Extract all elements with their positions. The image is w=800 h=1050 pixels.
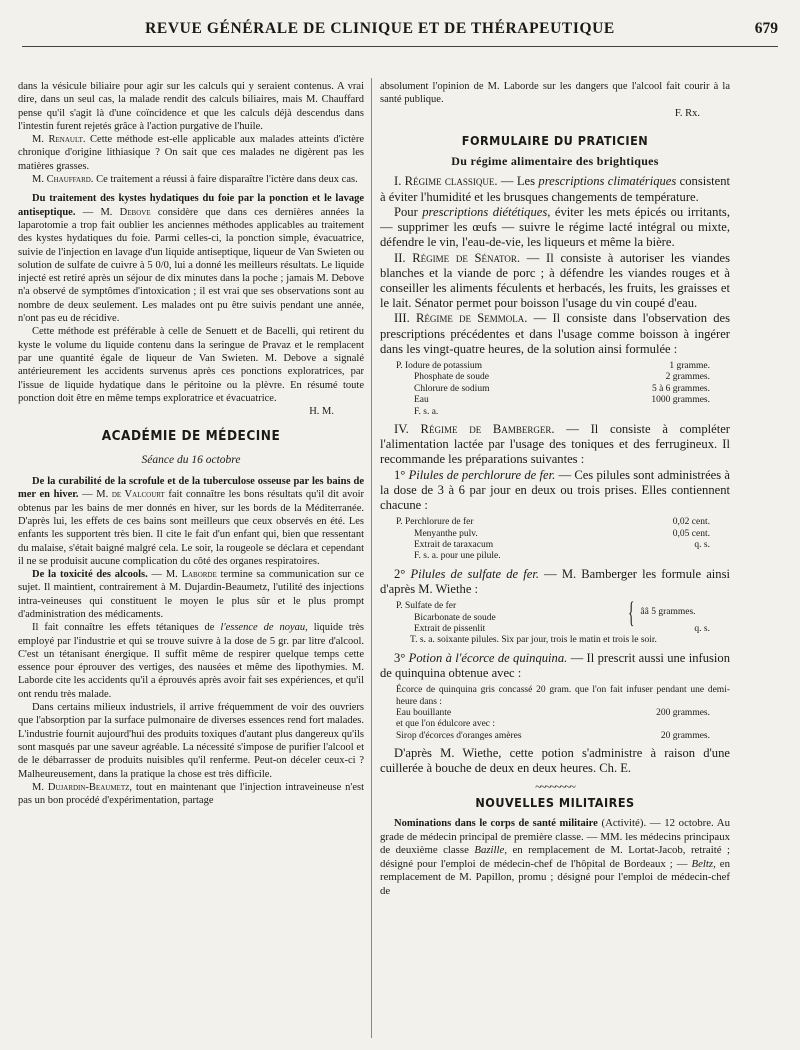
italic-term: prescriptions climatériques (538, 174, 677, 189)
paragraph-text: — Il consiste à compléter l'alimentation lactée par l'usage des toniques et des ferrugineux. Il recommande les préparations suivantes : (380, 421, 730, 467)
formulaire-body (380, 567, 730, 597)
prescription-line (396, 372, 730, 383)
dose: 0,02 cent. (672, 517, 710, 528)
page-header (22, 20, 778, 47)
dose: 0,05 cent. (672, 528, 710, 539)
article-title: Nominations dans le corps de santé militaire (394, 818, 598, 830)
prescription-note: Écorce de quinquina gris concassé 20 gram. que l'on fait infuser pendant une demi-heure dans : (396, 685, 730, 707)
prescription-line (396, 708, 730, 719)
prescription-note: F. s. a. (414, 406, 439, 417)
paragraph (18, 568, 364, 621)
italic-term: prescriptions diététiques, (422, 204, 551, 219)
prescription-note: et que l'on édulcore avec : (396, 719, 496, 730)
paragraph (18, 133, 364, 173)
paragraph-text: fait connaître les bons résultats qu'il dit avoir obtenus par les bains de mer donnés en hiver, sur les bords de la Méditerranée. D'après lui, les effets de ces bains sont meilleurs que ceux observés en été. Les enfants les supportent très bien. Il cite le fait d'un enfant qui, bien que ressentant du malaise, s'était baigné malgré cela. Le soir, la rougeole se déclara et cependant il ne se produisit aucune complication du côté des organes respiratoires. (18, 489, 364, 567)
dose: 20 grammes. (660, 730, 710, 741)
paragraph-text: , liquide très employé par l'industrie et qui se trouve suivre à la dose de 5 gr. par litre d'alcool. C'est un tétanisant énergique. Il suffit même de respirer quelque temps cette essence pour éprouver des vertiges, des nausées et même des lipothymies. M. Laborde cite les accidents qu'il a éprouvés après avoir fait ses expériences, et qu'il ont rendu très malade. (18, 622, 364, 700)
paragraph-text: Ce traitement a réussi à faire disparaître l'ictère dans deux cas. (93, 174, 358, 186)
paragraph (18, 475, 364, 568)
paragraph-text: Pour (394, 204, 423, 219)
dose: 200 grammes. (656, 708, 710, 719)
left-column (18, 80, 364, 807)
prescription-perchlorure (396, 517, 730, 563)
item-number: 3° (394, 650, 406, 665)
italic-term: l'essence de noyau (220, 622, 306, 634)
paragraph (18, 781, 364, 808)
paragraph (18, 192, 364, 325)
paragraph-text: Il fait connaître les effets tétaniques de (32, 622, 221, 634)
signature: Ch. E. (599, 761, 632, 776)
paragraph (380, 205, 730, 251)
dose: ââ 5 grammes. (640, 606, 696, 617)
dose: q. s. (694, 539, 710, 550)
section-title-militaires: NOUVELLES MILITAIRES (475, 794, 635, 810)
formulaire-body (380, 746, 730, 776)
paragraph-text: tout en maintenant que l'injection intraveineuse n'est pas un bon procédé d'expérimentation, partage (18, 781, 364, 807)
prescription-sulfate (396, 595, 730, 647)
prescription-line (396, 529, 730, 540)
paragraph-text: (Activité). — 12 octobre. Au grade de médecin principal de première classe. — MM. les médecins principaux de deuxième classe (380, 817, 730, 857)
italic-term: Pilules de perchlorure de fer. (405, 467, 556, 482)
item-number: 2° (394, 566, 406, 581)
formulaire-body (380, 651, 730, 681)
italic-term: Potion à l'écorce de quinquina. (405, 650, 568, 665)
paragraph-text: — Les (497, 174, 539, 189)
paragraph-text: éviter les mets épicés ou irritants, — supprimer les œufs — suivre le régime lacté intégral ou mixte, défendre le vin, l'eau-de-vie, les liqueurs et même la bière. (380, 204, 730, 250)
section-title-academie: ACADÉMIE DE MÉDECINE (101, 428, 281, 445)
regime-label: II. Régime de Sénator. (394, 250, 521, 265)
speaker-name: — M. Laborde (147, 569, 217, 581)
ingredient: Menyanthe pulv. (414, 528, 478, 539)
dose: 1 gramme. (669, 360, 710, 371)
paragraph: absolument l'opinion de M. Laborde sur les dangers que l'alcool fait courir à la santé publique. (380, 81, 730, 106)
paragraph (380, 174, 730, 204)
speaker-name: — M. Debove (75, 206, 151, 218)
article-title: De la curabilité de la scrofule et de la tuberculose osseuse par les bains de mer en hiver. (18, 476, 364, 501)
paragraph (380, 651, 730, 681)
ingredient: Sirop d'écorces d'oranges amères (396, 730, 522, 741)
section-title-formulaire: FORMULAIRE DU PRATICIEN (461, 132, 649, 148)
paragraph-text: termine sa communication sur ce sujet. Il maintient, contrairement à M. Dujardin-Beaumetz, l'utilité des injections intra-veineuses qui constituent le moyen le plus sûr et le plus prompt d'administration des médicaments. (18, 569, 364, 620)
dose: 2 grammes. (665, 372, 710, 383)
ingredient: Bicarbonate de soude (414, 612, 496, 623)
paragraph-text: — Il prescrit aussi une infusion de quinquina obtenue avec : (380, 650, 731, 681)
formulaire-body (380, 422, 730, 513)
ingredient: Eau bouillante (396, 708, 452, 719)
paragraph (18, 173, 364, 186)
brace-group (396, 595, 730, 629)
ingredient: Eau (414, 395, 429, 406)
paragraph (18, 621, 364, 701)
italic-term: Pilules de sulfate de fer. (405, 566, 539, 581)
dose: 1000 grammes. (651, 395, 710, 406)
paragraph (380, 567, 730, 597)
regime-label: III. Régime de Semmola. (394, 311, 528, 326)
speaker-name: M. Chauffard. (32, 174, 94, 186)
item-number: 1° (394, 467, 406, 482)
paragraph (380, 251, 730, 312)
ingredient: Extrait de pissenlit (414, 624, 486, 635)
italic-term: Bazille, (474, 844, 508, 857)
ingredient: P. Iodure de potassium (396, 360, 483, 371)
article-title: Du traitement des kystes hydatiques du foie par la ponction et le lavage antiseptique. (18, 193, 364, 218)
regime-label: IV. Régime de Bamberger. (394, 421, 555, 436)
paragraph (380, 468, 730, 514)
article-title: De la toxicité des alcools. (32, 569, 148, 581)
prescription-line (396, 395, 730, 406)
prescription-line (396, 517, 730, 528)
right-column (380, 80, 730, 898)
speaker-name: — M. de Valcourt (78, 489, 165, 501)
paragraph-text: Cette méthode est-elle applicable aux malades atteints d'ictère chronique d'origine lithiasique ? On sait que ces malades ne digèrent pas les matières grasses. (18, 134, 364, 172)
page-number: 679 (754, 20, 778, 37)
prescription-line (396, 624, 730, 635)
signature: H. M. (309, 406, 334, 418)
paragraph-text: en remplacement de M. Papillon, promu ; désigné pour l'emploi de médecin-chef de (380, 857, 731, 897)
paragraph-text: — M. Bamberger les formule ainsi d'après M. Wiethe : (380, 566, 730, 596)
speaker-name: M. Renault. (32, 134, 86, 146)
paragraph: dans la vésicule biliaire pour agir sur les calculs qui y seraient contenus. A vrai dire, dans un seul cas, la malade rendit des calculs biliaires, mais M. Chauffard pense qu'il s'agit là d'une coïncidence et que les calculs déjà descendus dans l'intestin furent rejetés grâce à l'action purgative de l'huile. (18, 81, 364, 132)
speaker-name: M. Dujardin-Beaumetz, (32, 781, 132, 793)
paragraph (380, 422, 730, 468)
prescription-line (396, 361, 730, 372)
prescription-note: T. s. a. soixante pilules. Six par jour, trois le matin et trois le soir. (410, 635, 657, 646)
paragraph-text: consistent à éviter l'humidité et les brusques changements de température. (380, 174, 731, 204)
ingredient: P. Sulfate de fer (396, 601, 457, 612)
dose: 5 à 6 grammes. (651, 383, 710, 394)
formulaire-body (380, 174, 730, 356)
session-date: Séance du 16 octobre (141, 453, 241, 466)
paragraph-text: considère que dans ces dernières années la laparotomie a trop fait oublier les anciennes méthodes applicables au traitement des kystes hydatiques du foie. Parmi celles-ci, la ponction simple, évacuatrice, suivie de l'injection en lavage d'un liquide antiseptique, liqueur de Van Swieten ou solution de sulfate de cuivre à 5 0/0, lui a donné les meilleurs résultats. Le liquide injecté est retiré après un séjour de dix minutes dans la poche ; jamais M. Debove n'a observé de symptômes d'intoxication ; il est vrai que ses observations sont au nombre de deux seulement. Les malades ont pu être suivis pendant une année, n'ont pas eu de récidive. (18, 206, 365, 325)
ornament-divider: ~~~~~~~~ (535, 780, 575, 793)
prescription-line (396, 384, 730, 395)
dose: q. s. (694, 624, 710, 635)
ingredient: P. Perchlorure de fer (396, 517, 474, 528)
paragraph-text: D'après M. Wiethe, cette potion s'administre à raison d'une cuillerée à bouche de deux en deux heures. (380, 746, 730, 776)
prescription-note: F. s. a. pour une pilule. (414, 551, 501, 562)
ingredient: Chlorure de sodium (414, 383, 490, 394)
regime-label: I. Régime classique. (394, 174, 498, 189)
prescription-quinquina (396, 685, 730, 742)
paragraph-text: — Il consiste dans l'observation des prescriptions précédentes et dans l'usage comme boisson à ingérer dans les vingt-quatre heures, de la solution ainsi formulée : (380, 311, 731, 356)
paragraph (380, 817, 730, 898)
column-divider (371, 78, 372, 1038)
brace-symbol: { (627, 595, 635, 629)
ingredient: Extrait de taraxacum (414, 539, 494, 550)
paragraph: Cette méthode est préférable à celle de Senuett et de Bacelli, qui retirent du kyste le volume du liquide contenu dans la seringue de Pravaz et le remplacent par une quantité égale de liqueur de Van Swieten. M. Debove a signalé antérieurement les accidents survenus après ces ponctions exploratrices, par l'issue de liquide hydatique dans le péritoine ou la plèvre. En résumé toute ponction doit être en même temps exploratrice et évacuatrice. (18, 326, 364, 404)
prescription-line (396, 731, 730, 742)
paragraph-text: en remplacement de M. Lortat-Jacob, retraité ; désigné pour l'emploi de médecin-chef de l'hôpital de Bordeaux ; — (380, 844, 730, 870)
prescription-line (396, 540, 730, 551)
paragraph (380, 311, 730, 357)
paragraph-text: — Il consiste à autoriser les viandes blanches et la viande de porc ; à défendre les viandes rouges et à conseiller les aliments féculents et herbacés, les fruits, les graisses et le lait. Sénator permet pour boisson l'usage du vin coupé d'eau. (380, 250, 730, 311)
article-title: Du régime alimentaire des brightiques (451, 154, 659, 169)
prescription-semmola (396, 361, 730, 418)
paragraph-text: — Ces pilules sont administrées à la dose de 3 à 6 par jour en deux ou trois prises. Elles contiennent chacune : (380, 467, 730, 512)
paragraph (380, 746, 730, 776)
paragraph: Dans certains milieux industriels, il arrive fréquemment de voir des ouvriers que l'absorption par la surface pulmonaire de diverses essences rend fort malades. L'industrie fournit aujourd'hui des produits toxiques d'autant plus dangereux qu'ils sont masqués par une saveur agréable. La nécessité s'impose de purifier l'alcool et de le débarrasser de produits nuisibles qu'il renferme. Peut-on déceler ceux-ci ? Malheureusement, dans la pratique la chose est très difficile. (18, 702, 364, 780)
signature: F. Rx. (674, 107, 700, 119)
ingredient: Phosphate de soude (414, 372, 489, 383)
italic-term: Beltz, (691, 857, 716, 870)
running-title: REVUE GÉNÉRALE DE CLINIQUE ET DE THÉRAPEUTIQUE (145, 20, 615, 37)
